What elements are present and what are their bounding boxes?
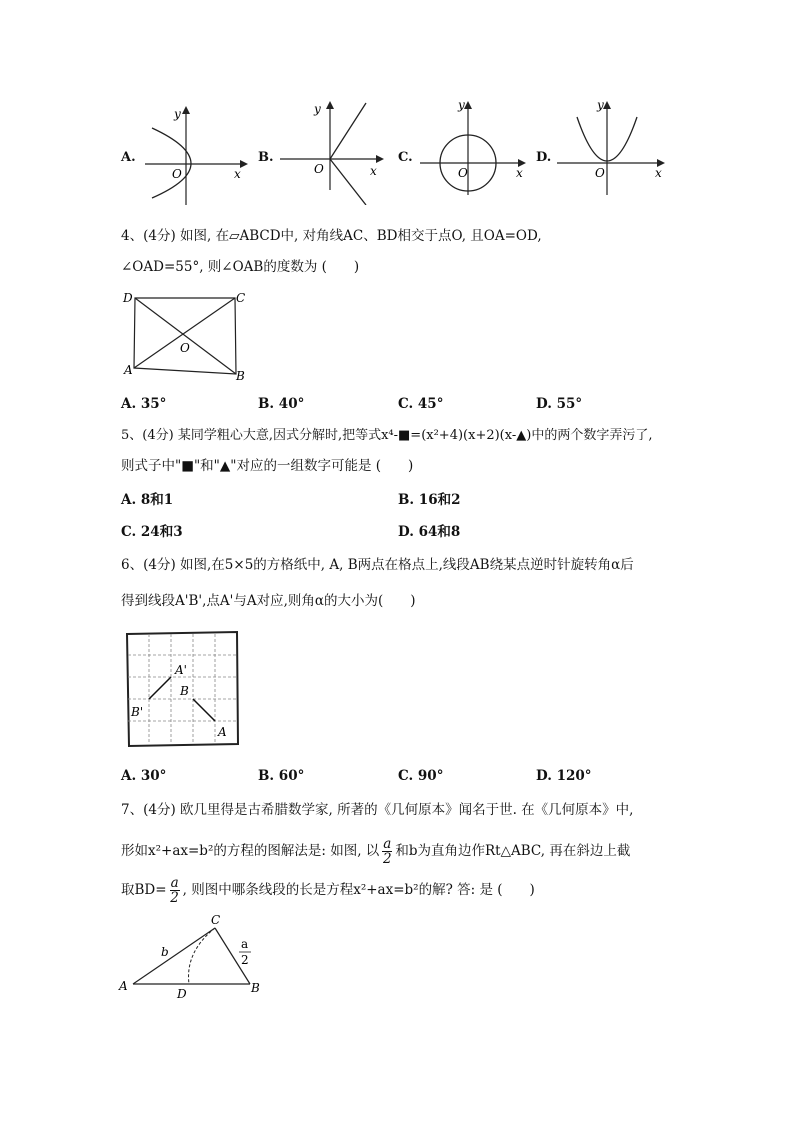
q3d-origin-label: O — [595, 166, 605, 180]
q4-option-b[interactable]: B. 40° — [258, 396, 305, 412]
q6-stem-line1: 6、(4分) 如图,在5×5的方格纸中, A, B两点在格点上,线段AB绕某点逆时针旋转角α后 — [121, 557, 634, 573]
q7-frac-den-2: 2 — [170, 890, 179, 906]
q7-label-a: A — [119, 979, 128, 993]
q7-line3-part2: , 则图中哪条线段的长是方程x²+ax=b²的解? 答: 是 ( ) — [182, 882, 535, 898]
q7-figure-triangle — [115, 912, 275, 1002]
q3-graph-c — [418, 95, 528, 205]
q4-label-o: O — [180, 341, 190, 355]
q6-option-d[interactable]: D. 120° — [536, 768, 592, 784]
q6-stem-line2: 得到线段A'B',点A'与A对应,则角α的大小为( ) — [121, 593, 416, 609]
q7-stem-line1: 7、(4分) 欧几里得是古希腊数学家, 所著的《几何原本》闻名于世. 在《几何原本》中, — [121, 802, 634, 818]
q7-label-a-side: a — [241, 937, 249, 951]
q5-stem-line2: 则式子中"■"和"▲"对应的一组数字可能是 ( ) — [121, 458, 414, 474]
q4-option-c[interactable]: C. 45° — [398, 396, 444, 412]
q4-stem-line1: 4、(4分) 如图, 在▱ABCD中, 对角线AC、BD相交于点O, 且OA=OD, — [121, 228, 542, 244]
q6-label-a: A — [218, 725, 227, 739]
q5-option-a[interactable]: A. 8和1 — [121, 492, 174, 508]
q6-option-c[interactable]: C. 90° — [398, 768, 444, 784]
q3-option-c-label[interactable]: C. — [398, 150, 413, 165]
q7-label-b-side: b — [161, 945, 169, 959]
q3a-origin-label: O — [172, 167, 182, 181]
q4-label-b: B — [236, 369, 245, 383]
q4-option-a[interactable]: A. 35° — [121, 396, 167, 412]
q5-option-c[interactable]: C. 24和3 — [121, 524, 183, 540]
q6-label-b-prime: B' — [131, 705, 144, 719]
q7-label-c: C — [211, 913, 221, 927]
q7-line2-part2: 和b为直角边作Rt△ABC, 再在斜边上截 — [395, 843, 631, 859]
q4-option-d[interactable]: D. 55° — [536, 396, 583, 412]
q4-stem-line2: ∠OAD=55°, 则∠OAB的度数为 ( ) — [121, 259, 360, 275]
q6-option-b[interactable]: B. 60° — [258, 768, 305, 784]
q6-label-b: B — [180, 684, 189, 698]
q3b-origin-label: O — [314, 162, 324, 176]
q3-option-b-label[interactable]: B. — [258, 150, 274, 165]
q3c-x-label: x — [516, 166, 523, 180]
q4-label-a: A — [124, 363, 133, 377]
q3-graph-d — [555, 95, 670, 205]
q7-frac-den: 2 — [383, 851, 392, 867]
q3c-origin-label: O — [458, 166, 468, 180]
q3-graph-a — [140, 100, 250, 210]
q7-label-d: D — [177, 987, 187, 1001]
q3b-y-label: y — [314, 102, 321, 116]
q7-fraction-a-over-2-b — [170, 876, 180, 905]
q7-frac-num-2: a — [170, 875, 179, 891]
q7-stem-line2 — [121, 837, 630, 866]
q7-fraction-a-over-2 — [382, 837, 392, 866]
q5-option-d[interactable]: D. 64和8 — [398, 524, 461, 540]
q6-label-a-prime: A' — [175, 663, 187, 677]
q7-label-b: B — [251, 981, 260, 995]
q5-option-b[interactable]: B. 16和2 — [398, 492, 461, 508]
q3-option-d-label[interactable]: D. — [536, 150, 552, 165]
q3b-x-label: x — [370, 164, 377, 178]
q4-figure-parallelogram — [120, 288, 250, 383]
q6-figure-grid — [124, 630, 242, 750]
q3c-y-label: y — [458, 98, 465, 112]
q7-line3-part1: 取BD= — [121, 882, 167, 898]
q3a-x-label: x — [234, 167, 241, 181]
q5-stem-line1: 5、(4分) 某同学粗心大意,因式分解时,把等式x⁴-■=(x²+4)(x+2)(x-▲)中的两个数字弄污了, — [121, 428, 653, 443]
q3d-y-label: y — [597, 98, 604, 112]
q7-stem-line3 — [121, 876, 535, 905]
q4-label-d: D — [123, 291, 133, 305]
q3a-y-label: y — [174, 107, 181, 121]
q6-option-a[interactable]: A. 30° — [121, 768, 167, 784]
q7-label-two: 2 — [241, 953, 249, 967]
q3-option-a-label[interactable]: A. — [121, 150, 136, 165]
q7-frac-num: a — [383, 836, 392, 852]
q3d-x-label: x — [655, 166, 662, 180]
q3-graph-b — [278, 95, 388, 205]
q7-line2-part1: 形如x²+ax=b²的方程的图解法是: 如图, 以 — [121, 843, 380, 859]
q4-label-c: C — [236, 291, 246, 305]
